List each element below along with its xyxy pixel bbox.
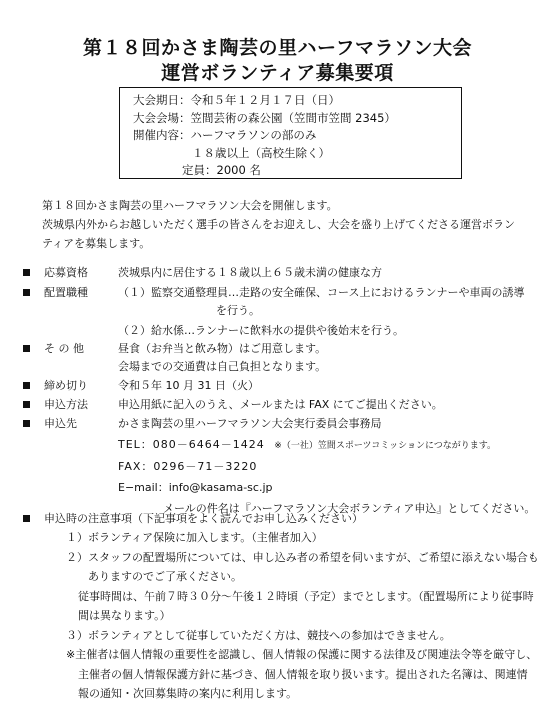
note-1: １）ボランティア保険に加入します。（主催者加入）	[66, 531, 323, 544]
square-bullet-icon	[22, 415, 34, 433]
intro-line-1: 第１８回かさま陶芸の里ハーフマラソン大会を開催します。	[42, 199, 338, 212]
notes-heading: 申込時の注意事項（下記事項をよく読んでお申し込みください）	[44, 512, 363, 525]
event-age: １８歳以上（高校生除く）	[192, 145, 330, 160]
square-bullet-icon	[22, 264, 34, 282]
page-title: 第１８回かさま陶芸の里ハーフマラソン大会	[82, 37, 473, 59]
method-text: 申込用紙に記入のうえ、メールまたは FAX にてご提出ください。	[118, 398, 443, 411]
note-2-line-2: ありますのでご了承ください。	[88, 570, 242, 583]
note-2-line-3: 従事時間は、午前７時３０分～午後１２時頃（予定）までとします。（配置場所により従事時	[78, 589, 534, 603]
note-2-line-1: ２）スタッフの配置場所については、申し込み者の希望を伺いますが、ご希望に添えない場合も	[66, 550, 539, 564]
section-content	[118, 396, 538, 414]
section-content	[118, 264, 538, 282]
event-venue: 大会会場：笠間芸術の森公園（笠間市笠間 2345）	[133, 110, 396, 125]
contact-fax: FAX：0296－71－3220	[118, 460, 258, 473]
intro-text	[42, 196, 532, 253]
contact-tel: TEL：080－6464－1424	[118, 438, 265, 451]
contact-email-subject: メールの件名は『ハーフマラソン大会ボランティア申込』としてください。	[163, 502, 536, 515]
contact-org: かさま陶芸の里ハーフマラソン大会実行委員会事務局	[118, 417, 382, 430]
intro-line-2: 茨城県内外からお越しいただく選手の皆さんをお迎えし、大会を盛り上げてくださる運営ボラン	[42, 218, 515, 231]
positions-line-1: （１）監察交通整理員…走路の安全確保、コース上におけるランナーや車両の誘導	[118, 286, 525, 299]
section-label: そ の 他	[44, 342, 84, 355]
section-content	[118, 415, 538, 518]
section-label: 申込先	[44, 417, 77, 430]
square-bullet-icon	[22, 510, 34, 528]
section-content	[118, 340, 538, 376]
section-label: 締め切り	[44, 379, 88, 392]
other-line-1: 昼食（お弁当と飲み物）はご用意します。	[118, 342, 327, 355]
note-3: ３）ボランティアとして従事していただく方は、競技への参加はできません。	[66, 628, 451, 642]
event-capacity: 定員：2000 名	[182, 163, 261, 177]
other-line-2: 会場までの交通費は自己負担となります。	[118, 360, 327, 373]
square-bullet-icon	[22, 340, 34, 358]
note-2-line-4: 間は異なります。）	[78, 609, 171, 622]
deadline-text: 令和５年 10 月 31 日（火）	[118, 379, 259, 392]
event-info-box	[119, 87, 462, 179]
page-subtitle: 運営ボランティア募集要項	[161, 62, 394, 84]
square-bullet-icon	[22, 377, 34, 395]
section-content	[118, 377, 538, 395]
note-4-line-3: 報の通知・次回募集時の案内に利用します。	[78, 687, 298, 700]
event-date: 大会期日：令和５年１２月１７日（日）	[133, 93, 340, 107]
section-label: 申込方法	[44, 398, 88, 411]
contact-email: E−mail：info@kasama-sc.jp	[118, 481, 273, 494]
note-4-line-2: 主催者の個人情報保護方針に基づき、個人情報を取り扱います。提出された名簿は、関連情	[78, 667, 528, 681]
intro-line-3: ティアを募集します。	[42, 237, 151, 250]
section-label: 配置職種	[44, 286, 88, 299]
square-bullet-icon	[22, 396, 34, 414]
positions-line-3: （２）給水係…ランナーに飲料水の提供や後始末を行う。	[118, 324, 404, 337]
square-bullet-icon	[22, 284, 34, 302]
positions-line-2: を行う。	[216, 304, 260, 317]
section-content	[118, 284, 538, 340]
event-content: 開催内容：ハーフマラソンの部のみ	[133, 128, 317, 142]
notes-list	[44, 528, 539, 704]
note-4-line-1: ※主催者は個人情報の重要性を認識し、個人情報の保護に関する法律及び関連法令等を厳守し、	[66, 648, 538, 661]
section-label: 応募資格	[44, 266, 88, 279]
eligibility-text: 茨城県内に居住する１８歳以上６５歳未満の健康な方	[118, 266, 382, 279]
contact-tel-note: ※（一社）笠間スポーツコミッションにつながります。	[274, 441, 497, 451]
